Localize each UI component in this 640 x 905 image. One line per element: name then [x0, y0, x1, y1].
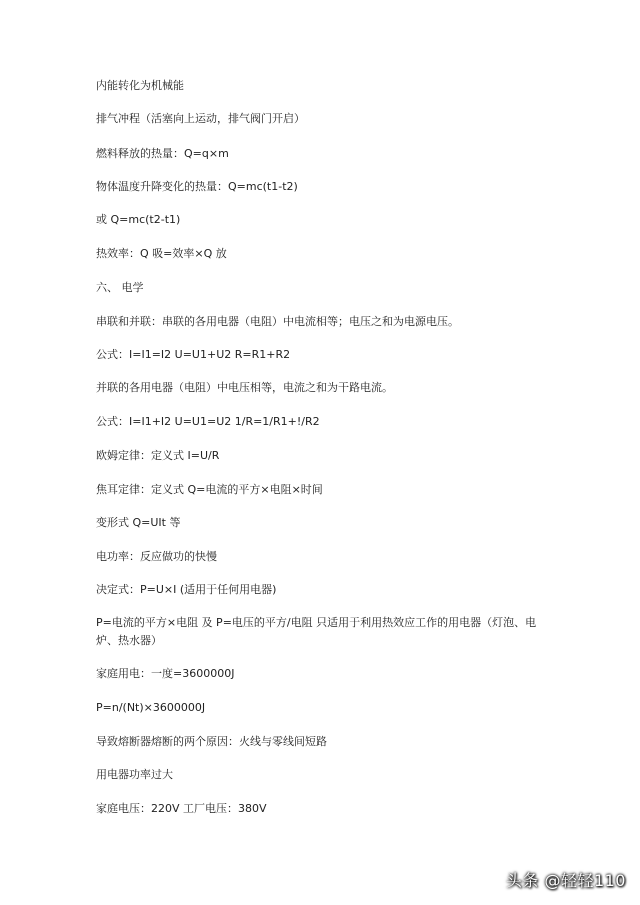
text-line: 导致熔断器熔断的两个原因：火线与零线间短路	[96, 735, 327, 748]
formula-line: 公式：I=I1=I2 U=U1+U2 R=R1+R2	[96, 348, 291, 361]
text-paragraph: P=电流的平方×电阻 及 P=电压的平方/电阻 只适用于利用热效应工作的用电器（灯泡、电炉、热水器）	[96, 616, 537, 647]
text-line: 排气冲程（活塞向上运动，排气阀门开启）	[96, 112, 305, 125]
text-line: 并联的各用电器（电阻）中电压相等，电流之和为干路电流。	[96, 381, 393, 394]
text-line: 家庭用电：一度=3600000J	[96, 667, 235, 680]
text-line: 变形式 Q=UIt 等	[96, 516, 181, 529]
section-heading: 六、 电学	[96, 281, 144, 294]
text-line: 焦耳定律：定义式 Q=电流的平方×电阻×时间	[96, 483, 323, 496]
text-line: 电功率：反应做功的快慢	[96, 550, 217, 563]
text-line: 热效率：Q 吸=效率×Q 放	[96, 247, 227, 260]
text-line: 决定式：P=U×I (适用于任何用电器)	[96, 583, 277, 596]
text-line: 或 Q=mc(t2-t1)	[96, 213, 181, 226]
formula-line: P=n/(Nt)×3600000J	[96, 701, 206, 714]
text-line: 串联和并联：串联的各用电器（电阻）中电流相等；电压之和为电源电压。	[96, 315, 459, 328]
text-line: 物体温度升降变化的热量：Q=mc(t1-t2)	[96, 180, 298, 193]
text-line: 内能转化为机械能	[96, 79, 184, 92]
text-line: 燃料释放的热量：Q=q×m	[96, 147, 229, 160]
formula-line: 公式：I=I1+I2 U=U1=U2 1/R=1/R1+!/R2	[96, 415, 320, 428]
watermark-label: 头条 @轻轻110	[505, 871, 626, 890]
text-line: 用电器功率过大	[96, 768, 173, 781]
text-line: 欧姆定律：定义式 I=U/R	[96, 449, 220, 462]
text-line: 家庭电压：220V 工厂电压：380V	[96, 802, 267, 815]
